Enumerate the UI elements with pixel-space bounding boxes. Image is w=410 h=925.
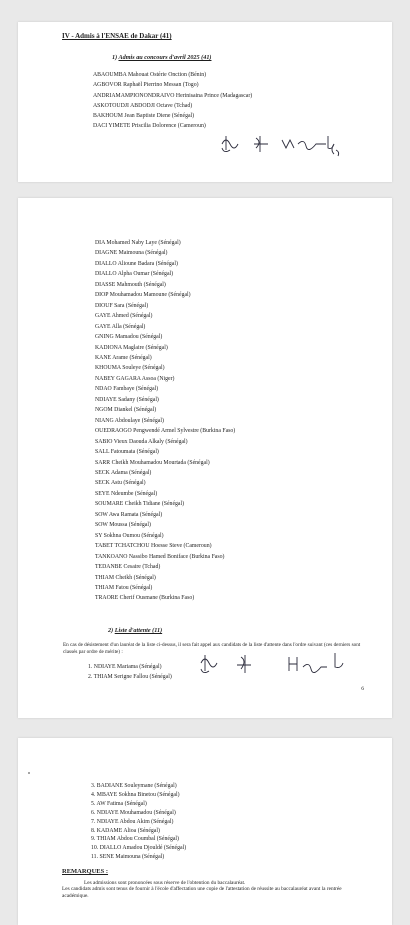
waiting-list-part2 (91, 782, 186, 862)
list-item: 10. DIALLO Amadou Djouldé (Sénégal) (91, 845, 187, 852)
remarks-line-1: Les admissions sont prononcées sous réserve de l'obtention du baccalauréat. (84, 880, 246, 886)
list-item: ABAOUMBA Mahouat Ostérie Onction (Bénin) (93, 72, 207, 78)
list-item: THIAM Fatou (Sénégal) (95, 584, 153, 591)
waiting-label: Liste d'attente (11) (114, 627, 163, 634)
list-item: 3. BADIANE Souleymane (Sénégal) (91, 783, 177, 789)
list-item: NIANG Abdoulaye (Sénégal) (95, 417, 164, 424)
list-item: SECK Astu (Sénégal) (95, 480, 146, 487)
list-item: 5. AW Fatima (Sénégal) (91, 800, 147, 807)
list-item: SOW Moussa (Sénégal) (95, 522, 151, 529)
list-item: 4. MBAYE Sokhna Binetou (Sénégal) (91, 791, 180, 798)
list-item: GAYE Alla (Sénégal) (95, 323, 146, 330)
page-number: 6 (361, 686, 364, 692)
signatures-page-2 (193, 649, 353, 679)
list-item: NGOM Diankel (Sénégal) (95, 407, 157, 414)
list-item: 2. THIAM Serigne Fallou (Sénégal) (88, 673, 172, 680)
list-item: DIOUF Sara (Sénégal) (95, 302, 149, 309)
list-item: GNING Mamadou (Sénégal) (95, 334, 163, 341)
list-item: KHOUMA Souleye (Sénégal) (95, 365, 165, 372)
list-item: SALL Fatoumata (Sénégal) (95, 449, 159, 456)
waiting-list-part1 (88, 663, 172, 682)
list-item: NABEY GAGARA Assoa (Niger) (95, 375, 175, 382)
list-item: SEYE Ndeumbe (Sénégal) (95, 490, 158, 497)
list-item: 7. NDIAYE Abdou Akim (Sénégal) (91, 818, 174, 825)
list-item: DIASSE Mahmouth (Sénégal) (95, 281, 166, 288)
waiting-subtitle (108, 627, 162, 634)
list-item: AGBOVOR Raphaël Pierrino Messan (Togo) (93, 82, 199, 89)
list-item: KADIONA Maglaire (Sénégal) (95, 344, 168, 351)
remarks-title: REMARQUES : (62, 868, 109, 875)
list-item: 9. THIAM Abdou Coumbal (Sénégal) (91, 836, 179, 843)
list-item: 8. KADAME Alioa (Sénégal) (91, 827, 160, 834)
admitted-list-part1 (93, 70, 252, 132)
list-item: GAYE Ahmed (Sénégal) (95, 313, 153, 320)
contest-number: 1) (112, 54, 118, 61)
list-item: TANKOANO Nassibo Hamed Boniface (Burkina Faso) (95, 553, 225, 560)
list-item: ASKOTOUDJI ABDODJI Octave (Tchad) (93, 102, 193, 109)
signatures-page-1 (216, 130, 346, 158)
list-item: TEDANBE Cesaire (Tchad) (95, 564, 161, 571)
list-item: DIALLO Alioune Badara (Sénégal) (95, 260, 178, 267)
list-item: NDIAYE Sadany (Sénégal) (95, 396, 159, 403)
document-page-3 (18, 738, 392, 925)
list-item: KANE Arame (Sénégal) (95, 354, 152, 361)
contest-subtitle (112, 54, 211, 61)
list-item: SOW Awa Ramata (Sénégal) (95, 511, 163, 518)
list-item: TABET TCHATCHOU Hoesse Steve (Cameroun) (95, 543, 212, 550)
list-item: ANDRIAMAMPIONONDRAIVO Herinisaina Prince (Madagascar) (93, 92, 253, 99)
list-item: SOUMARE Cheikh Tidiane (Sénégal) (95, 501, 185, 508)
list-item: DIOP Mouhamadou Mamoune (Sénégal) (95, 292, 191, 299)
document-page-2 (18, 198, 392, 718)
waiting-number: 2) (108, 627, 114, 634)
list-item: THIAM Cheikh (Sénégal) (95, 574, 156, 581)
list-item: 11. SENE Maimouna (Sénégal) (91, 854, 165, 861)
scan-mark (28, 772, 30, 774)
list-item: 6. NDIAYE Mouhamadou (Sénégal) (91, 809, 176, 816)
remarks-line-2: Les candidats admis sont tenus de fournir à l'école d'affectation une copie de l'attestation de réussite au baccalauréat avant la rentrée académique. (62, 886, 342, 899)
list-item: DACI YIMETE Priscilia Dolorence (Cameroun) (93, 123, 206, 130)
list-item: SY Sokhna Oumou (Sénégal) (95, 532, 164, 539)
waiting-note: En cas de désistement d'un lauréat de la liste ci-dessus, il sera fait appel aux candidats de la liste d'attente dans l'ordre suivant (ces derniers sont classés par ordre de mérite) : (63, 642, 361, 655)
list-item: 1. NDIAYE Mariama (Sénégal) (88, 664, 162, 670)
section-title: IV - Admis à l'ENSAE de Dakar (41) (62, 32, 172, 40)
list-item: OUEDRAOGO Pengwendé Armel Sylvestre (Burkina Faso) (95, 428, 236, 435)
contest-label: Admis au concours d'avril 2025 (41) (118, 54, 212, 61)
list-item: DIALLO Alpha Oumar (Sénégal) (95, 271, 174, 278)
document-page-1 (18, 22, 392, 182)
list-item: SABIO Vieux Daouda Alkaly (Sénégal) (95, 438, 188, 445)
list-item: TRAORE Cherif Ousmane (Burkina Faso) (95, 595, 195, 602)
list-item: SARR Cheikh Mouhamadou Mourtada (Sénégal) (95, 459, 210, 466)
list-item: NDAO Fambaye (Sénégal) (95, 386, 159, 393)
list-item: DIA Mohamed Naby Laye (Sénégal) (95, 240, 181, 246)
list-item: BAKHOUM Jean Baptiste Diene (Sénégal) (93, 113, 195, 120)
list-item: DIAGNE Maimouna (Sénégal) (95, 250, 168, 257)
remarks-body (62, 880, 362, 899)
admitted-list-part2 (95, 238, 235, 604)
list-item: SECK Adama (Sénégal) (95, 469, 152, 476)
